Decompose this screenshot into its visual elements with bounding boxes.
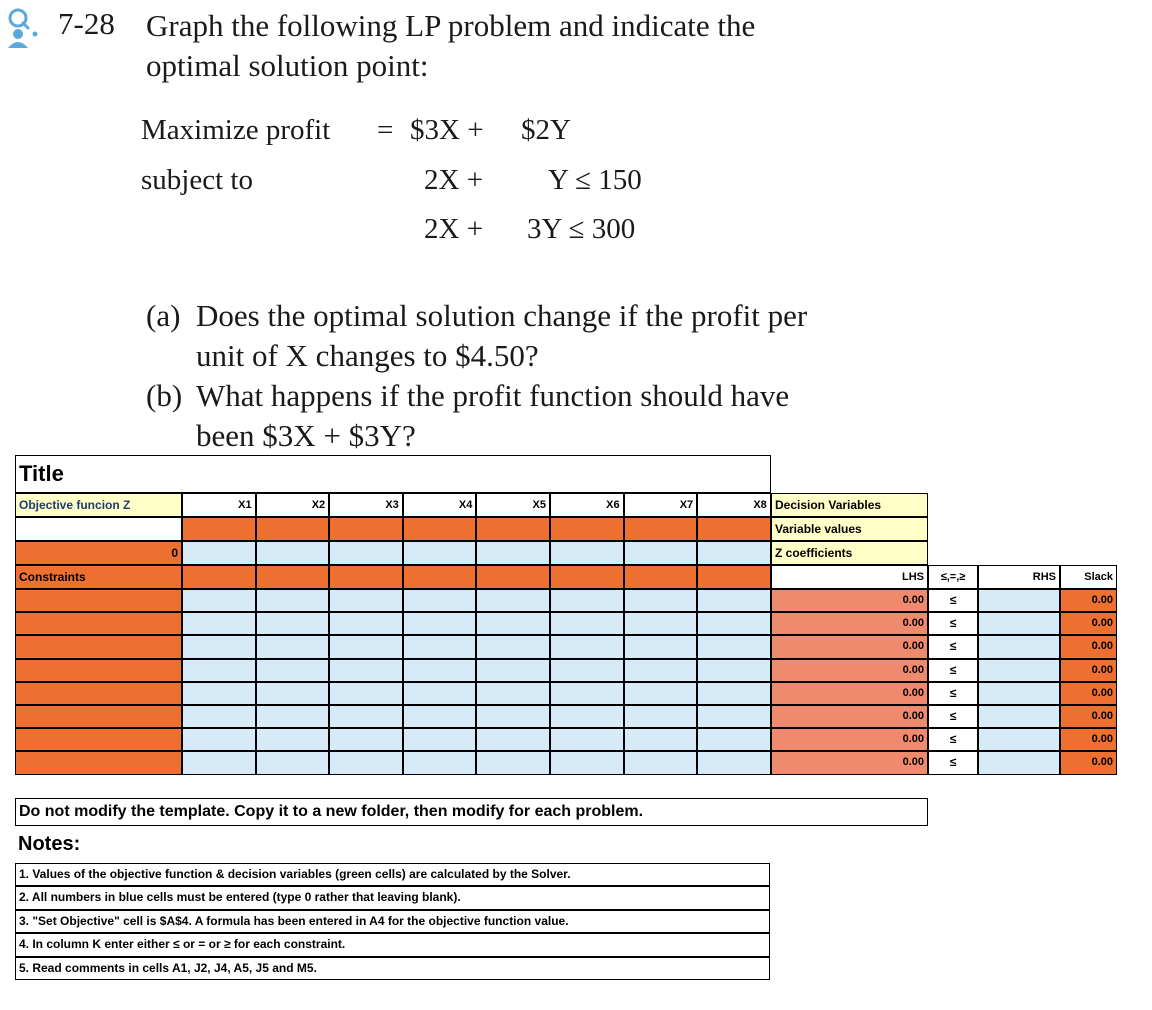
constraint-coef-cell[interactable] [697,728,771,751]
question-a-line-2: unit of X changes to $4.50? [196,338,539,373]
rhs-cell[interactable] [978,589,1060,612]
z-coefficients-label[interactable]: Z coefficients [771,541,928,565]
constraint-coef-cell[interactable] [697,612,771,635]
constraint-1-left: 2X + [424,164,484,196]
constraint-coef-cell[interactable] [550,728,624,751]
constraint-coef-cell[interactable] [403,751,477,774]
sign-header[interactable]: ≤,=,≥ [928,565,978,589]
var-header-cell[interactable]: X2 [256,493,330,517]
constraint-coef-cell[interactable] [476,682,550,705]
variable-value-cell[interactable] [182,517,256,541]
constraint-coef-cell[interactable] [329,635,403,658]
variable-value-cell[interactable] [624,517,698,541]
constraint-coef-cell[interactable] [329,751,403,774]
sign-cell[interactable]: ≤ [928,682,978,705]
sign-cell[interactable]: ≤ [928,612,978,635]
constraint-coef-cell[interactable] [256,751,330,774]
note-item: 3. "Set Objective" cell is $A$4. A formula has been entered in A4 for the objective function value. [15,910,770,933]
note-item: 1. Values of the objective function & decision variables (green cells) are calculated by the Solver. [15,863,770,886]
subject-to-label: subject to [141,164,253,196]
constraint-coef-cell[interactable] [476,635,550,658]
constraint-coef-cell[interactable] [329,682,403,705]
constraint-coef-cell[interactable] [624,728,698,751]
constraint-coef-cell[interactable] [256,728,330,751]
z-coefficient-cell[interactable] [329,541,403,565]
z-coefficient-cell[interactable] [256,541,330,565]
lhs-value-cell[interactable]: 0.00 [771,705,928,728]
constraint-coef-cell[interactable] [476,705,550,728]
note-item: 5. Read comments in cells A1, J2, J4, A5, J5 and M5. [15,957,770,980]
constraint-2-left: 2X + [424,213,484,245]
constraint-coef-cell[interactable] [624,659,698,682]
z-coefficient-cell[interactable] [697,541,771,565]
decision-variables-label[interactable]: Decision Variables [771,493,928,517]
constraint-coef-cell[interactable] [403,612,477,635]
constraint-coef-cell[interactable] [550,612,624,635]
constraint-2-right: 3Y ≤ 300 [527,213,636,245]
constraint-coef-cell[interactable] [329,612,403,635]
quiz-person-icon[interactable] [4,8,38,48]
slack-value-cell[interactable]: 0.00 [1060,612,1117,635]
constraint-coef-cell[interactable] [476,589,550,612]
variable-value-cell[interactable] [550,517,624,541]
constraint-coef-cell[interactable] [256,682,330,705]
constraint-header-cell[interactable] [697,565,771,589]
constraint-coef-cell[interactable] [403,589,477,612]
constraint-name-cell[interactable] [15,751,182,774]
slack-value-cell[interactable]: 0.00 [1060,659,1117,682]
objective-label: Maximize profit [141,114,331,146]
rhs-cell[interactable] [978,682,1060,705]
constraint-coef-cell[interactable] [624,682,698,705]
constraint-coef-cell[interactable] [697,705,771,728]
constraint-name-cell[interactable] [15,612,182,635]
rhs-header[interactable]: RHS [978,565,1060,589]
variable-value-cell[interactable] [256,517,330,541]
constraint-coef-cell[interactable] [624,635,698,658]
slack-value-cell[interactable]: 0.00 [1060,682,1117,705]
sign-cell[interactable]: ≤ [928,659,978,682]
constraint-coef-cell[interactable] [403,659,477,682]
constraint-coef-cell[interactable] [550,682,624,705]
constraint-coef-cell[interactable] [550,635,624,658]
template-warning: Do not modify the template. Copy it to a new folder, then modify for each problem. [15,798,928,826]
constraint-coef-cell[interactable] [697,751,771,774]
variable-value-cell[interactable] [403,517,477,541]
slack-header[interactable]: Slack [1060,565,1117,589]
rhs-cell[interactable] [978,728,1060,751]
z-coefficient-cell[interactable] [476,541,550,565]
constraint-coef-cell[interactable] [476,728,550,751]
statement-line-2: optimal solution point: [146,48,429,83]
constraint-name-cell[interactable] [15,659,182,682]
var-header-cell[interactable]: X1 [182,493,256,517]
rhs-cell[interactable] [978,705,1060,728]
constraint-header-cell[interactable] [182,565,256,589]
question-b-label: (b) [146,378,183,413]
constraint-header-cell[interactable] [256,565,330,589]
sign-cell[interactable]: ≤ [928,589,978,612]
constraint-coef-cell[interactable] [697,659,771,682]
var-header-cell[interactable]: X4 [403,493,477,517]
note-item: 4. In column K enter either ≤ or = or ≥ for each constraint. [15,933,770,956]
constraint-header-cell[interactable] [329,565,403,589]
constraint-coef-cell[interactable] [256,612,330,635]
constraint-name-cell[interactable] [15,635,182,658]
constraint-name-cell[interactable] [15,728,182,751]
constraint-coef-cell[interactable] [182,728,256,751]
objective-value-cell[interactable]: 0 [15,541,182,565]
notes-title: Notes: [18,833,81,855]
constraint-name-cell[interactable] [15,589,182,612]
rhs-cell[interactable] [978,659,1060,682]
lhs-value-cell[interactable]: 0.00 [771,728,928,751]
constraint-coef-cell[interactable] [624,612,698,635]
constraint-coef-cell[interactable] [476,659,550,682]
z-coefficient-cell[interactable] [624,541,698,565]
constraint-name-cell[interactable] [15,705,182,728]
variable-value-cell[interactable] [329,517,403,541]
slack-value-cell[interactable]: 0.00 [1060,728,1117,751]
lhs-value-cell[interactable]: 0.00 [771,612,928,635]
var-header-cell[interactable]: X7 [624,493,698,517]
rhs-cell[interactable] [978,612,1060,635]
constraint-header-cell[interactable] [403,565,477,589]
constraint-coef-cell[interactable] [182,751,256,774]
constraint-coef-cell[interactable] [697,635,771,658]
slack-value-cell[interactable]: 0.00 [1060,635,1117,658]
constraint-coef-cell[interactable] [256,659,330,682]
constraint-coef-cell[interactable] [697,682,771,705]
question-b-line-1: What happens if the profit function should have [196,378,790,413]
lhs-value-cell[interactable]: 0.00 [771,751,928,774]
var-header-cell[interactable]: X5 [476,493,550,517]
var-header-cell[interactable]: X3 [329,493,403,517]
variable-values-label[interactable]: Variable values [771,517,928,541]
sign-cell[interactable]: ≤ [928,705,978,728]
problem-statement [146,6,906,86]
constraint-coef-cell[interactable] [182,659,256,682]
question-a-line-1: Does the optimal solution change if the profit per [196,298,808,333]
constraint-coef-cell[interactable] [403,705,477,728]
objective-term-2: $2Y [521,114,571,146]
constraint-coef-cell[interactable] [329,728,403,751]
sign-cell[interactable]: ≤ [928,751,978,774]
constraint-coef-cell[interactable] [550,659,624,682]
constraint-coef-cell[interactable] [329,705,403,728]
constraint-coef-cell[interactable] [182,682,256,705]
question-a-label: (a) [146,298,181,333]
constraint-coef-cell[interactable] [256,589,330,612]
constraint-coef-cell[interactable] [476,751,550,774]
constraint-coef-cell[interactable] [182,635,256,658]
constraint-coef-cell[interactable] [329,589,403,612]
constraint-coef-cell[interactable] [476,612,550,635]
constraint-coef-cell[interactable] [256,705,330,728]
constraint-coef-cell[interactable] [550,751,624,774]
title-cell[interactable]: Title [15,455,771,493]
lhs-header[interactable]: LHS [771,565,928,589]
rhs-cell[interactable] [978,635,1060,658]
z-coefficient-cell[interactable] [182,541,256,565]
constraint-coef-cell[interactable] [403,635,477,658]
note-item: 2. All numbers in blue cells must be entered (type 0 rather that leaving blank). [15,886,770,909]
constraint-coef-cell[interactable] [624,589,698,612]
problem-number: 7-28 [58,6,115,41]
sign-cell[interactable]: ≤ [928,728,978,751]
z-coefficient-cell[interactable] [403,541,477,565]
constraint-coef-cell[interactable] [182,612,256,635]
statement-line-1: Graph the following LP problem and indicate the [146,8,756,43]
constraint-header-cell[interactable] [476,565,550,589]
constraint-header-cell[interactable] [624,565,698,589]
constraint-coef-cell[interactable] [403,682,477,705]
variable-value-cell[interactable] [476,517,550,541]
rhs-cell[interactable] [978,751,1060,774]
question-b-line-2: been $3X + $3Y? [196,418,416,453]
objective-equals: = [377,114,394,146]
constraint-coef-cell[interactable] [624,705,698,728]
lhs-value-cell[interactable]: 0.00 [771,589,928,612]
lhs-value-cell[interactable]: 0.00 [771,635,928,658]
constraint-coef-cell[interactable] [550,705,624,728]
objective-term-1: $3X + [410,114,484,146]
constraint-coef-cell[interactable] [624,751,698,774]
sign-cell[interactable]: ≤ [928,635,978,658]
lhs-value-cell[interactable]: 0.00 [771,682,928,705]
constraint-header-cell[interactable] [550,565,624,589]
objective-label-cell[interactable]: Objective funcion Z [15,493,182,517]
constraints-label[interactable]: Constraints [15,565,182,589]
constraint-1-right: Y ≤ 150 [548,164,642,196]
var-header-cell[interactable]: X6 [550,493,624,517]
constraint-coef-cell[interactable] [550,589,624,612]
constraint-coef-cell[interactable] [182,589,256,612]
var-header-cell[interactable]: X8 [697,493,771,517]
constraint-coef-cell[interactable] [182,705,256,728]
z-coefficient-cell[interactable] [550,541,624,565]
blank-cell[interactable] [15,517,182,541]
constraint-coef-cell[interactable] [403,728,477,751]
variable-value-cell[interactable] [697,517,771,541]
constraint-name-cell[interactable] [15,682,182,705]
slack-value-cell[interactable]: 0.00 [1060,705,1117,728]
constraint-coef-cell[interactable] [697,589,771,612]
slack-value-cell[interactable]: 0.00 [1060,751,1117,774]
lhs-value-cell[interactable]: 0.00 [771,659,928,682]
constraint-coef-cell[interactable] [329,659,403,682]
constraint-coef-cell[interactable] [256,635,330,658]
slack-value-cell[interactable]: 0.00 [1060,589,1117,612]
